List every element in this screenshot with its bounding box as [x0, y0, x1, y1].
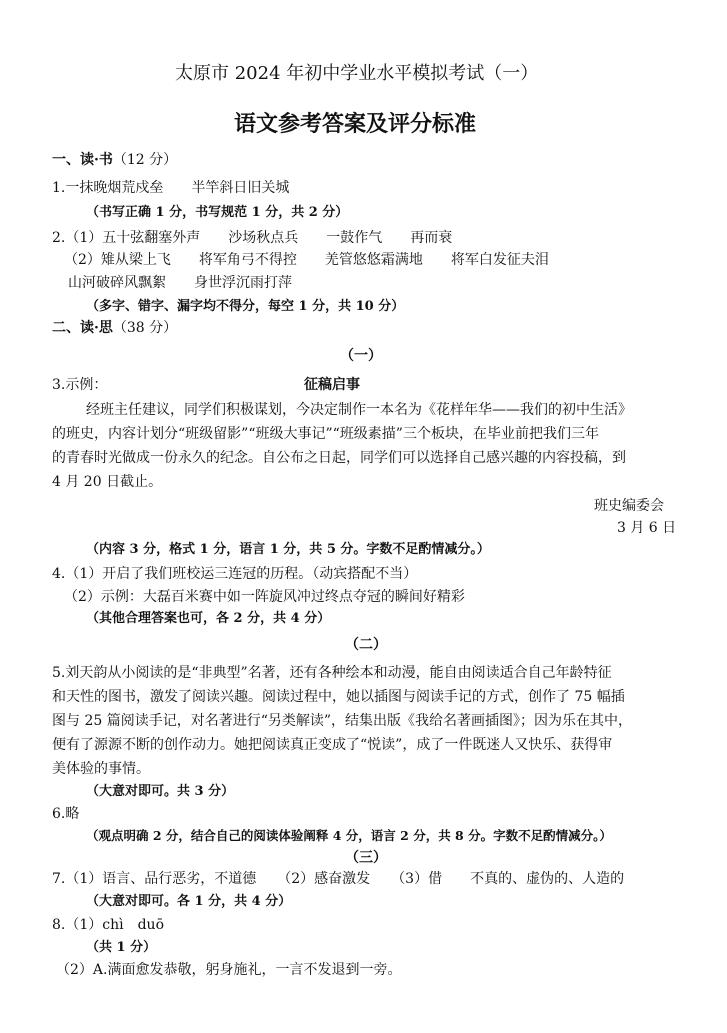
- q1-note: （书写正确 1 分，书写规范 1 分，共 2 分）: [86, 205, 349, 220]
- part2-heading: （二）: [345, 637, 387, 653]
- document-subtitle: 语文参考答案及评分标准: [234, 112, 477, 137]
- q3-notice-title: 征稿启事: [304, 377, 360, 393]
- part1-heading: （一）: [340, 348, 382, 364]
- section2-heading: 二、读·思: [52, 320, 113, 336]
- q3-signature: 班史编委会: [594, 498, 664, 514]
- q4-note: （其他合理答案也可，各 2 分，共 4 分）: [86, 611, 331, 626]
- part3-heading: （三）: [345, 850, 387, 866]
- q8-answer-line1: 8.（1）chì duō: [52, 917, 165, 933]
- q8-note1: （共 1 分）: [86, 940, 157, 955]
- q5-body-line3: 图与 25 篇阅读手记，对名著进行“另类解读”，结集出版《我给名著画插图》；因为乐在其中，: [52, 713, 633, 729]
- q3-body-line1: 经班主任建议，同学们积极谋划，今决定制作一本名为《花样年华——我们的初中生活》: [86, 402, 632, 418]
- section1-heading: 一、读·书: [52, 152, 113, 168]
- q3-label: 3.示例：: [52, 377, 108, 393]
- q7-note: （大意对即可。各 1 分，共 4 分）: [86, 894, 292, 909]
- q5-note: （大意对即可。共 3 分）: [86, 784, 235, 799]
- q7-answer: 7.（1）语言、品行恶劣，不道德 （2）感奋激发 （3）借 不真的、虚伪的、人造的: [52, 871, 625, 887]
- q3-body-line3: 的青春时光做成一份永久的纪念。自公布之日起，同学们可以选择自己感兴趣的内容投稿，到: [52, 450, 626, 466]
- q4-answer-line1: 4.（1）开启了我们班校运三连冠的历程。（动宾搭配不当）: [52, 566, 418, 582]
- q2-answer-line1: 2.（1）五十弦翻塞外声 沙场秋点兵 一鼓作气 再而衰: [52, 230, 453, 246]
- q5-body-line2: 和天性的图书，激发了阅读兴趣。阅读过程中，她以插图与阅读手记的方式，创作了 75 幅插: [52, 689, 625, 705]
- q6-note: （观点明确 2 分，结合自己的阅读体验阐释 4 分，语言 2 分，共 8 分。字数不足酌情减分。）: [86, 828, 612, 843]
- q3-body-line2: 的班史，内容计划分“班级留影”“班级大事记”“班级素描”三个板块，在毕业前把我们三年: [52, 426, 599, 442]
- section1-score: （12 分）: [112, 152, 178, 168]
- section2-heading-row: [52, 318, 177, 338]
- q2-answer-line3: 山河破碎风飘絮 身世浮沉雨打萍: [68, 275, 292, 291]
- q8-answer-line2: （2）A.满面愈发恭敬，躬身施礼，一言不发退到一旁。: [56, 962, 402, 978]
- q6-answer: 6.略: [52, 806, 80, 822]
- q5-body-line1: 5.刘天韵从小阅读的是“非典型”名著，还有各种绘本和动漫，能自由阅读适合自己年龄特征: [52, 665, 612, 681]
- q2-note: （多字、错字、漏字均不得分，每空 1 分，共 10 分）: [86, 299, 405, 314]
- q3-date: 3 月 6 日: [617, 520, 677, 536]
- exam-title: 太原市 2024 年初中学业水平模拟考试（一）: [175, 63, 539, 84]
- q3-note: （内容 3 分，格式 1 分，语言 1 分，共 5 分。字数不足酌情减分。）: [86, 542, 490, 557]
- q4-answer-line2: （2）示例：大磊百米赛中如一阵旋风冲过终点夺冠的瞬间好精彩: [64, 589, 465, 605]
- q1-answer: 1.一抹晚烟荒戍垒 半竿斜日旧关城: [52, 180, 290, 196]
- section1-heading-row: [52, 150, 177, 170]
- q5-body-line5: 美体验的事情。: [52, 761, 150, 777]
- section2-score: （38 分）: [112, 320, 178, 336]
- q5-body-line4: 便有了源源不断的创作动力。她把阅读真正变成了“悦读”，成了一件既迷人又快乐、获得审: [52, 737, 613, 753]
- q3-body-line4: 4 月 20 日截止。: [52, 474, 163, 490]
- q2-answer-line2: （2）雉从梁上飞 将军角弓不得控 羌管悠悠霜满地 将军白发征夫泪: [64, 252, 549, 268]
